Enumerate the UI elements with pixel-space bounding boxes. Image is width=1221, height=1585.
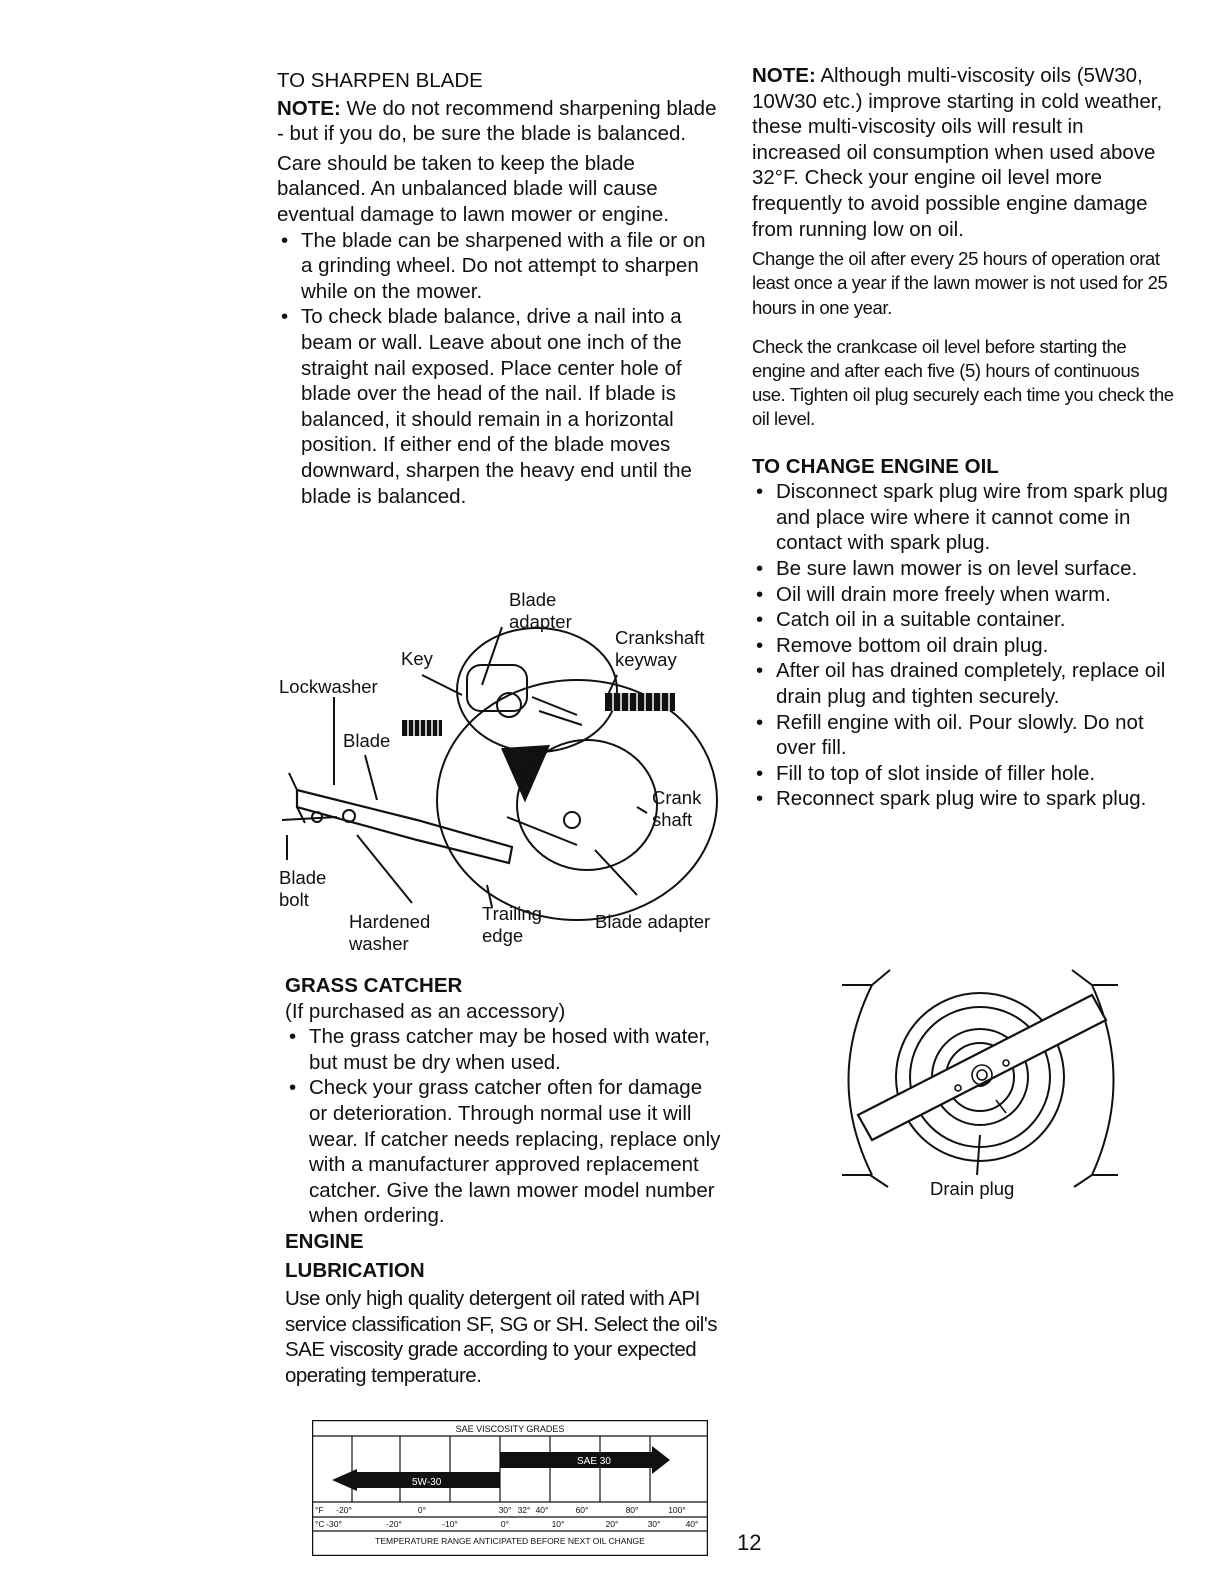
c-tick: 30° xyxy=(647,1519,661,1529)
grade-5w30-label: 5W-30 xyxy=(412,1477,442,1488)
viscosity-chart-footer: TEMPERATURE RANGE ANTICIPATED BEFORE NEXT OIL CHANGE xyxy=(375,1536,645,1546)
grass-catcher-subheading: (If purchased as an accessory) xyxy=(285,999,566,1023)
c-tick: -30° xyxy=(326,1519,342,1529)
left-column xyxy=(277,68,737,509)
key-label: Key xyxy=(401,648,433,669)
engine-heading: ENGINE xyxy=(285,1229,364,1253)
fahrenheit-unit: °F xyxy=(315,1505,324,1515)
celsius-unit: °C xyxy=(315,1519,325,1529)
list-item: • After oil has drained completely, replace oil drain plug and tighten securely. xyxy=(752,658,1180,709)
drain-plug-drawing xyxy=(830,965,1130,1210)
trailing-edge-label: Trailing edge xyxy=(482,903,542,946)
hardened-washer-label: Hardened washer xyxy=(349,911,431,954)
left-column-lower xyxy=(285,973,735,1389)
crankshaft-label: Crank shaft xyxy=(652,787,702,830)
right-column xyxy=(752,63,1182,812)
f-tick: 0° xyxy=(417,1505,427,1515)
list-item: • Refill engine with oil. Pour slowly. Do not over fill. xyxy=(752,710,1180,761)
list-item: • The blade can be sharpened with a file or on a grinding wheel. Do not attempt to sharpen while on the mower. xyxy=(277,228,717,305)
crankshaft-keyway-label: Crankshaft keyway xyxy=(615,627,705,670)
care-paragraph: Care should be taken to keep the blade balanced. An unbalanced blade will cause eventual damage to lawn mower or engine. xyxy=(277,151,670,226)
grass-catcher-bullet-list xyxy=(285,1024,725,1229)
note-label: NOTE: xyxy=(752,64,816,87)
lubrication-paragraph: Use only high quality detergent oil rated with API service classification SF, SG or SH. Select the oil's SAE viscosity grade according to your expected operating temperature. xyxy=(285,1287,717,1387)
list-item: • Reconnect spark plug wire to spark plug. xyxy=(752,786,1180,812)
f-tick: 60° xyxy=(575,1505,589,1515)
c-tick: -20° xyxy=(386,1519,402,1529)
f-tick: 80° xyxy=(625,1505,639,1515)
c-tick: 10° xyxy=(551,1519,565,1529)
lockwasher-label: Lockwasher xyxy=(279,676,378,697)
c-tick: 0° xyxy=(500,1519,510,1529)
viscosity-chart-graphic xyxy=(312,1420,708,1556)
f-tick: 32° xyxy=(517,1505,531,1515)
lubrication-heading: LUBRICATION xyxy=(285,1258,425,1282)
sae-viscosity-chart xyxy=(312,1420,708,1556)
list-item: • To check blade balance, drive a nail into a beam or wall. Leave about one inch of the straight nail exposed. Place center hole of blade over the head of the nail. If blade is balanced, it should remain in a horizontal position. If either end of the blade moves downward, sharpen the heavy end until the blade is balanced. xyxy=(277,304,717,509)
list-item: • Oil will drain more freely when warm. xyxy=(752,582,1180,608)
list-item: • Disconnect spark plug wire from spark plug and place wire where it cannot come in contact with spark plug. xyxy=(752,479,1180,556)
f-tick: 30° xyxy=(498,1505,512,1515)
c-tick: 20° xyxy=(605,1519,619,1529)
sharpen-bullet-list xyxy=(277,228,717,510)
list-item: • Be sure lawn mower is on level surface. xyxy=(752,556,1180,582)
change-oil-bullet-list xyxy=(752,479,1180,812)
list-item: • Check your grass catcher often for damage or deterioration. Through normal use it will wear. If catcher needs replacing, replace only with a manufacturer approved replacement catcher. Give the lawn mower model number when ordering. xyxy=(285,1075,725,1229)
f-tick: -20° xyxy=(336,1505,352,1515)
change-oil-paragraph: Change the oil after every 25 hours of operation orat least once a year if the lawn mower is not used for 25 hours in one year. xyxy=(752,248,1168,318)
note-text: Although multi-viscosity oils (5W30, 10W30 etc.) improve starting in cold weather, these multi-viscosity oils will result in increased oil consumption when used above 32°F. Check your engine oil level more frequently to avoid possible engine damage from running low on oil. xyxy=(752,64,1163,241)
c-tick: 40° xyxy=(685,1519,699,1529)
check-oil-paragraph: Check the crankcase oil level before starting the engine and after each five (5) hours of continuous use. Tighten oil plug securely each time you check the oil level. xyxy=(752,335,1174,430)
blade-label: Blade xyxy=(343,730,391,751)
grade-sae30-label: SAE 30 xyxy=(577,1456,611,1467)
f-tick: 40° xyxy=(535,1505,549,1515)
note-text: We do not recommend sharpening blade - but if you do, be sure the blade is balanced. xyxy=(277,96,717,146)
list-item: • The grass catcher may be hosed with water, but must be dry when used. xyxy=(285,1024,725,1075)
page-number: 12 xyxy=(737,1530,762,1555)
blade-adapter-label-top: Blade adapter xyxy=(509,589,572,632)
grass-catcher-heading: GRASS CATCHER xyxy=(285,974,463,997)
blade-bolt-label: Blade bolt xyxy=(279,867,327,910)
drain-plug-diagram xyxy=(830,965,1130,1210)
blade-adapter-label-bottom: Blade adapter xyxy=(595,911,711,932)
drain-plug-label: Drain plug xyxy=(930,1178,1015,1199)
sharpen-note xyxy=(277,96,717,147)
sharpen-blade-heading: TO SHARPEN BLADE xyxy=(277,69,483,92)
note-label: NOTE: xyxy=(277,96,341,120)
list-item: • Fill to top of slot inside of filler hole. xyxy=(752,761,1180,787)
list-item: • Remove bottom oil drain plug. xyxy=(752,633,1180,659)
change-engine-oil-heading: TO CHANGE ENGINE OIL xyxy=(752,454,999,478)
c-tick: -10° xyxy=(442,1519,458,1529)
list-item: • Catch oil in a suitable container. xyxy=(752,607,1180,633)
oil-note xyxy=(752,63,1177,242)
blade-assembly-diagram xyxy=(277,585,737,970)
f-tick: 100° xyxy=(668,1505,686,1515)
viscosity-chart-title: SAE VISCOSITY GRADES xyxy=(455,1424,565,1434)
